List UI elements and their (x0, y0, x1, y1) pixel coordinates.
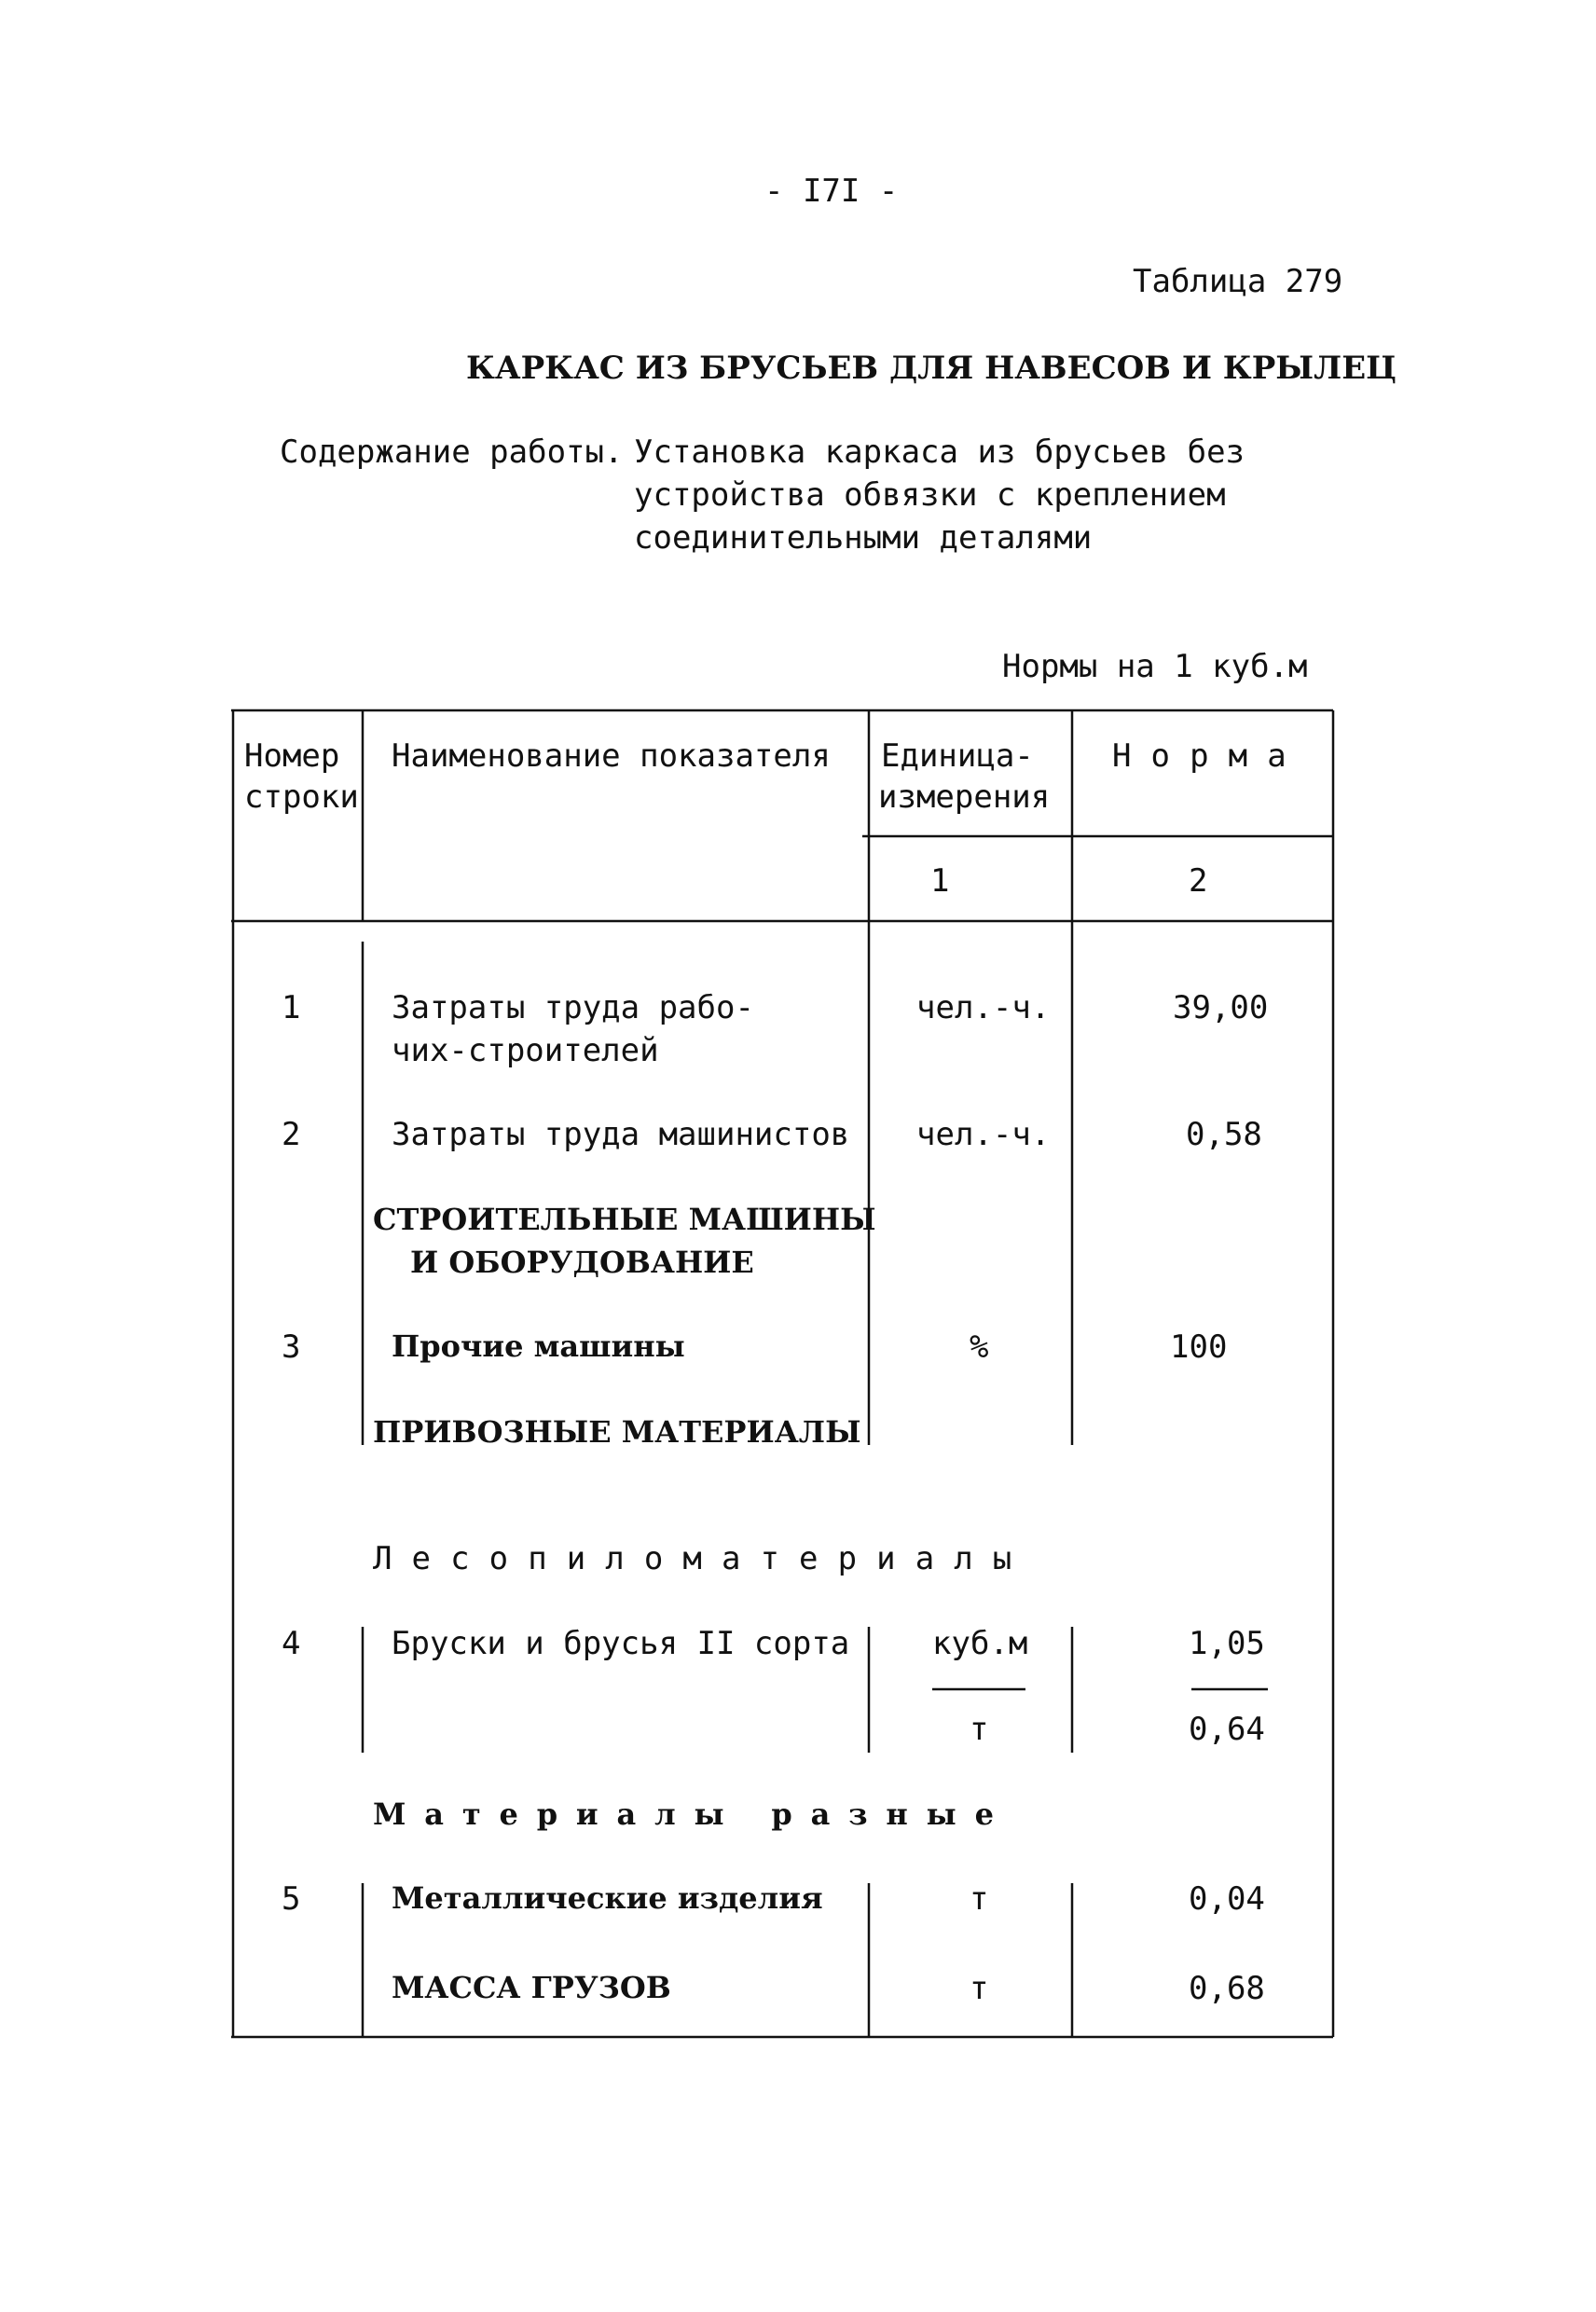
row-number: 2 (282, 1116, 301, 1153)
row-unit: чел.-ч. (916, 1116, 1051, 1153)
work-content-label: Содержание работы. (280, 434, 624, 471)
section-heading: ПРИВОЗНЫЕ МАТЕРИАЛЫ (373, 1414, 861, 1450)
row-unit-secondary: т (970, 1711, 989, 1748)
work-content-line: Установка каркаса из брусьев без (634, 434, 1245, 471)
row-unit: т (970, 1880, 989, 1918)
header-name-label: Наименование показателя (392, 737, 831, 775)
table-title: КАРКАС ИЗ БРУСЬЕВ ДЛЯ НАВЕСОВ И КРЫЛЕЦ (466, 350, 1396, 387)
section-heading: И ОБОРУДОВАНИЕ (410, 1245, 754, 1280)
row-number: 4 (282, 1625, 301, 1662)
row-value: 100 (1170, 1328, 1228, 1366)
row-unit: т (970, 1970, 989, 2007)
row-number: 3 (282, 1328, 301, 1366)
subsection-heading: Лесопиломатериалы (373, 1540, 1032, 1577)
row-unit: чел.-ч. (916, 989, 1051, 1026)
row-value: 0,58 (1186, 1116, 1262, 1153)
norms-unit: Нормы на 1 куб.м (1002, 648, 1308, 685)
subsection-heading (373, 1796, 1012, 1832)
page-number: - I7I - (764, 172, 899, 210)
row-value: 39,00 (1173, 989, 1269, 1026)
work-content-line: устройства обвязки с креплением (634, 476, 1226, 514)
row-name: Затраты труда машинистов (392, 1116, 850, 1153)
header-num-label: строки (244, 778, 359, 816)
work-content-line: соединительными деталями (634, 519, 1093, 557)
table-label: Таблица 279 (1133, 263, 1343, 300)
header-unit-label: Единица- (881, 737, 1034, 775)
row-name: Прочие машины (392, 1328, 685, 1364)
row-number: 1 (282, 989, 301, 1026)
row-value: 0,04 (1189, 1880, 1265, 1918)
header-col1: 1 (930, 862, 950, 900)
row-name: МАССА ГРУЗОВ (392, 1970, 671, 2005)
row-value-secondary: 0,64 (1189, 1711, 1265, 1748)
row-number: 5 (282, 1880, 301, 1918)
header-col2: 2 (1189, 862, 1208, 900)
row-name: Бруски и брусья II сорта (392, 1625, 850, 1662)
section-heading: СТРОИТЕЛЬНЫЕ МАШИНЫ (373, 1202, 876, 1237)
row-value: 1,05 (1189, 1625, 1265, 1662)
header-unit-label: измерения (878, 778, 1051, 816)
row-name: Затраты труда рабо- (392, 989, 754, 1026)
subsection-heading-text: Материалы разные (373, 1796, 1012, 1832)
header-norm-label: Норма (1112, 737, 1306, 775)
row-unit: куб.м (932, 1625, 1028, 1662)
row-unit: % (970, 1328, 989, 1366)
row-value: 0,68 (1189, 1970, 1265, 2007)
header-num-label: Номер (244, 737, 340, 775)
row-name: чих-строителей (392, 1032, 659, 1069)
row-name: Металлические изделия (392, 1880, 823, 1916)
